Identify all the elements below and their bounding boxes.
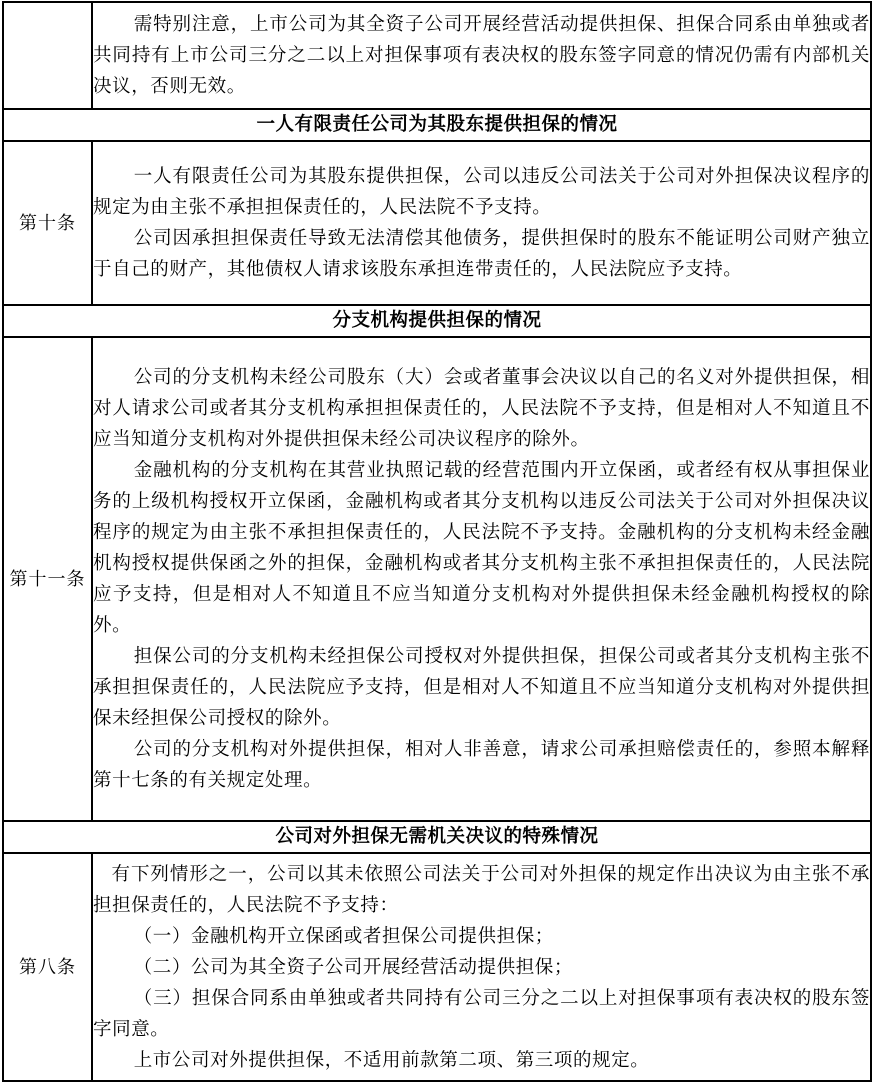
- list-item: （二）公司为其全资子公司开展经营活动提供担保；: [133, 956, 573, 978]
- paragraph: 担保公司的分支机构未经担保公司授权对外提供担保，担保公司或者其分支机构主张不承担担保责任的，人民法院应予支持，但是相对人不知道且不应当知道分支机构对外提供担保未经担保公司授权的除外。: [93, 646, 870, 729]
- article-label-8: 第八条: [3, 853, 92, 1081]
- article-label-11: 第十一条: [3, 337, 92, 821]
- paragraph: 需特别注意，上市公司为其全资子公司开展经营活动提供担保、担保合同系由单独或者共同持有上市公司三分之二以上对担保事项有表决权的股东签字同意的情况仍需有内部机关决议，否则无效。: [93, 14, 870, 97]
- paragraph: 上市公司对外提供担保，不适用前款第二项、第三项的规定。: [133, 1049, 650, 1071]
- paragraph: 金融机构的分支机构在其营业执照记载的经营范围内开立保函，或者经有权从事担保业务的上级机构授权开立保函，金融机构或者其分支机构以违反公司法关于公司对外担保决议程序的规定为由主张不承担担保责任的，人民法院不予支持。金融机构的分支机构未经金融机构授权提供保函之外的担保，金融机构或者其分支机构主张不承担担保责任的，人民法院应予支持，但是相对人不知道且不应当知道分支机构对外提供担保未经金融机构授权的除外。: [93, 460, 870, 636]
- paragraph: 公司因承担担保责任导致无法清偿其他债务，提供担保时的股东不能证明公司财产独立于自己的财产，其他债权人请求该股东承担连带责任的，人民法院应予支持。: [93, 228, 870, 280]
- table-row-article-8: [3, 853, 871, 1081]
- paragraph: 一人有限责任公司为其股东提供担保，公司以违反公司法关于公司对外担保决议程序的规定为由主张不承担担保责任的，人民法院不予支持。: [93, 166, 870, 218]
- list-item: （一）金融机构开立保函或者担保公司提供担保；: [133, 925, 554, 947]
- row-content-top: [92, 2, 871, 109]
- section-heading-row: [3, 821, 871, 853]
- section-heading-single-member-company: 一人有限责任公司为其股东提供担保的情况: [3, 109, 871, 141]
- paragraph: 公司的分支机构对外提供担保，相对人非善意，请求公司承担赔偿责任的，参照本解释第十七条的有关规定处理。: [93, 739, 870, 791]
- table-row-top: [3, 2, 871, 109]
- section-heading-no-resolution-needed: 公司对外担保无需机关决议的特殊情况: [3, 821, 871, 853]
- article-label-10: 第十条: [3, 141, 92, 305]
- row-label-empty: [3, 2, 92, 109]
- section-heading-row: [3, 109, 871, 141]
- article-content-11: [92, 337, 871, 821]
- article-content-8: [92, 853, 871, 1081]
- table-row-article-10: [3, 141, 871, 305]
- provisions-table: [2, 1, 872, 1082]
- section-heading-branch-guarantee: 分支机构提供担保的情况: [3, 305, 871, 337]
- article-content-10: [92, 141, 871, 305]
- table-row-article-11: [3, 337, 871, 821]
- paragraph: 公司的分支机构未经公司股东（大）会或者董事会决议以自己的名义对外提供担保，相对人请求公司或者其分支机构承担担保责任的，人民法院不予支持，但是相对人不知道且不应当知道分支机构对外提供担保未经公司决议程序的除外。: [93, 367, 870, 450]
- list-item: （三）担保合同系由单独或者共同持有公司三分之二以上对担保事项有表决权的股东签字同意。: [93, 987, 870, 1040]
- section-heading-row: [3, 305, 871, 337]
- paragraph: 有下列情形之一，公司以其未依照公司法关于公司对外担保的规定作出决议为由主张不承担担保责任的，人民法院不予支持：: [93, 863, 870, 916]
